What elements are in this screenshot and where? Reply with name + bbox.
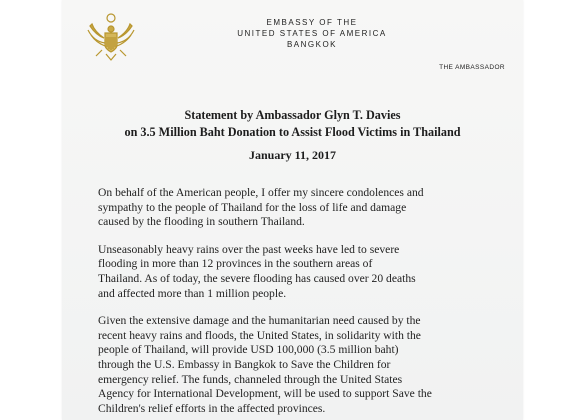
text-line: and affected more than 1 million people. (98, 286, 287, 300)
statement-title-line-1: Statement by Ambassador Glyn T. Davies (184, 108, 401, 122)
great-seal-eagle-icon (84, 12, 138, 62)
text-line: On behalf of the American people, I offer my sincere condolences and (98, 186, 424, 199)
text-line: Agency for International Development, will be used to support Save the (98, 387, 432, 401)
text-line: recent heavy rains and floods, the United States, in solidarity with the (98, 328, 421, 342)
paragraph (98, 186, 520, 230)
letterhead-line-2: UNITED STATES OF AMERICA (237, 29, 387, 38)
paragraph (98, 243, 520, 301)
text-line: people of Thailand, will provide USD 100,000 (3.5 million baht) (98, 343, 399, 357)
embassy-letterhead (182, 17, 442, 50)
text-line: Given the extensive damage and the humanitarian need caused by the (98, 314, 421, 328)
text-line: flooding in more than 12 provinces in the southern areas of (98, 257, 373, 271)
text-line: sympathy to the people of Thailand for the loss of life and damage (98, 200, 407, 214)
statement-title-line-2: on 3.5 Million Baht Donation to Assist Flood Victims in Thailand (124, 125, 461, 139)
letterhead-line-1: EMBASSY OF THE (266, 18, 358, 27)
letter-page (62, 0, 523, 420)
text-line: caused by the flooding in southern Thailand. (98, 215, 305, 229)
statement-title (62, 107, 523, 141)
letterhead-line-3: BANGKOK (286, 40, 338, 49)
text-line: emergency relief. The funds, channeled through the United States (98, 372, 403, 386)
office-label: THE AMBASSADOR (439, 64, 505, 71)
text-line: Children's relief efforts in the affected provinces. (98, 401, 326, 415)
text-line: through the U.S. Embassy in Bangkok to Save the Children for (98, 357, 391, 371)
paragraph (98, 314, 520, 416)
statement-body (98, 186, 520, 420)
text-line: Unseasonably heavy rains over the past weeks have led to severe (98, 242, 400, 256)
text-line: Thailand. As of today, the severe flooding has caused over 20 deaths (98, 271, 416, 285)
statement-date: January 11, 2017 (248, 148, 336, 162)
